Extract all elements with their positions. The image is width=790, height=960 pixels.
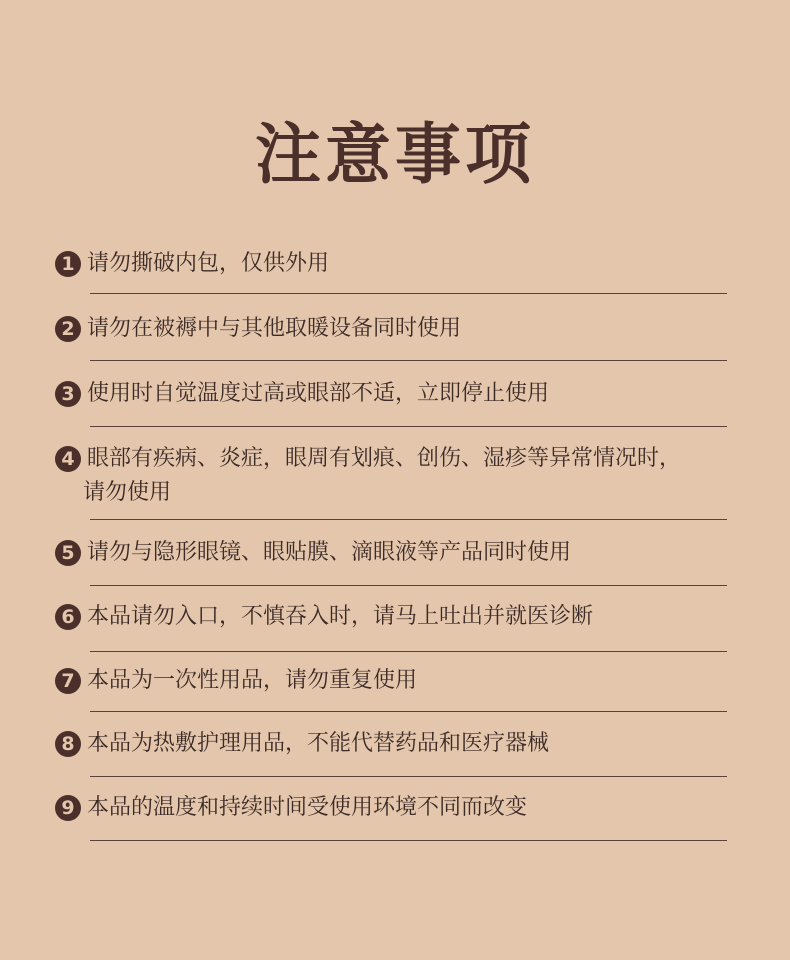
divider xyxy=(90,426,727,427)
item-number-badge: 8 xyxy=(55,731,81,757)
list-item xyxy=(55,379,745,409)
list-item xyxy=(55,729,745,759)
item-text: 本品请勿入口，不慎吞入时，请马上吐出并就医诊断 xyxy=(87,604,594,629)
item-number-badge: 2 xyxy=(55,316,81,342)
item-text: 本品的温度和持续时间受使用环境不同而改变 xyxy=(87,795,528,820)
item-number-badge: 1 xyxy=(55,251,81,277)
item-text: 本品为一次性用品，请勿重复使用 xyxy=(87,668,418,693)
divider xyxy=(90,585,727,586)
item-number-badge: 5 xyxy=(55,540,81,566)
item-text: 请勿在被褥中与其他取暖设备同时使用 xyxy=(87,316,462,341)
list-item xyxy=(55,444,745,508)
item-text: 本品为热敷护理用品，不能代替药品和医疗器械 xyxy=(87,731,550,756)
list-item xyxy=(55,538,745,568)
item-number-badge: 9 xyxy=(55,795,81,821)
divider xyxy=(90,711,727,712)
divider xyxy=(90,776,727,777)
item-number-badge: 6 xyxy=(55,604,81,630)
item-number-badge: 4 xyxy=(55,446,81,472)
list-item xyxy=(55,666,745,696)
item-text: 请勿与隐形眼镜、眼贴膜、滴眼液等产品同时使用 xyxy=(87,540,572,565)
list-item xyxy=(55,249,745,279)
item-text: 使用时自觉温度过高或眼部不适，立即停止使用 xyxy=(87,381,550,406)
divider xyxy=(90,519,727,520)
divider xyxy=(90,293,727,294)
list-item xyxy=(55,314,745,344)
list-item xyxy=(55,793,745,823)
page-title: 注意事项 xyxy=(255,116,535,193)
divider xyxy=(90,651,727,652)
divider xyxy=(90,360,727,361)
item-text: 请勿撕破内包，仅供外用 xyxy=(87,251,330,276)
divider xyxy=(90,840,727,841)
item-number-badge: 7 xyxy=(55,668,81,694)
item-number-badge: 3 xyxy=(55,381,81,407)
list-item xyxy=(55,602,745,632)
item-text: 眼部有疾病、炎症，眼周有划痕、创伤、湿疹等异常情况时， xyxy=(87,446,682,471)
item-text-continued: 请勿使用 xyxy=(83,480,172,505)
